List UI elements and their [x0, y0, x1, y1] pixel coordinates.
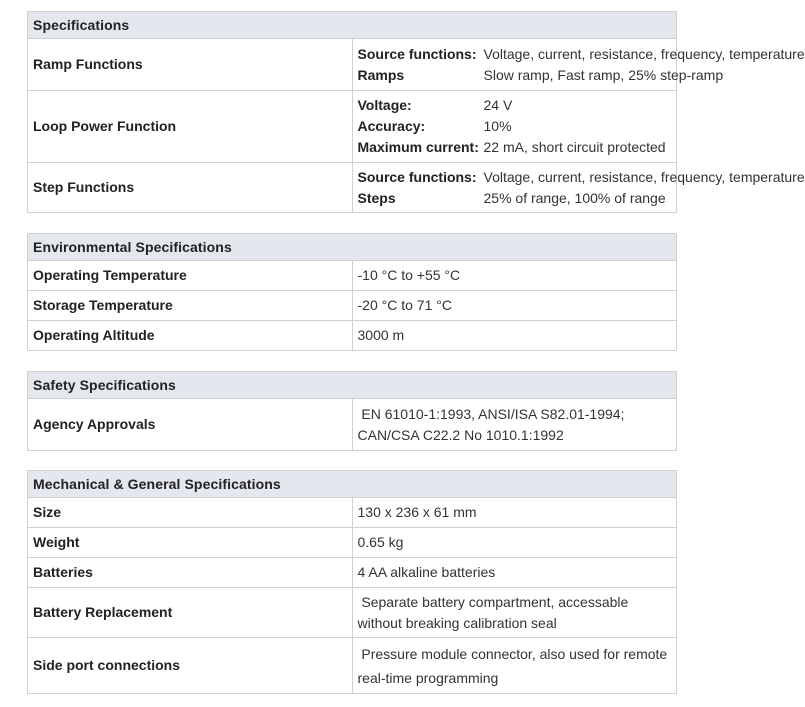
row-label: Storage Temperature — [28, 291, 353, 321]
row-value — [352, 163, 805, 213]
environmental-specifications-table — [27, 233, 677, 351]
row-value: Separate battery compartment, accessable without breaking calibration seal — [352, 588, 677, 638]
table-row — [28, 39, 677, 91]
table-row — [28, 638, 677, 694]
row-label: Battery Replacement — [28, 588, 353, 638]
safety-specifications-table — [27, 371, 677, 451]
row-label: Batteries — [28, 558, 353, 588]
row-value: 3000 m — [352, 321, 677, 351]
pair-value: 10% — [483, 118, 512, 134]
row-value: -20 °C to 71 °C — [352, 291, 677, 321]
section-title: Safety Specifications — [28, 372, 677, 399]
table-row — [28, 261, 677, 291]
specifications-table — [27, 11, 805, 213]
row-value — [352, 91, 677, 163]
row-label: Operating Altitude — [28, 321, 353, 351]
table-row — [28, 321, 677, 351]
row-value — [352, 39, 805, 91]
table-row — [28, 558, 677, 588]
row-label: Step Functions — [28, 163, 353, 213]
section-title: Environmental Specifications — [28, 234, 677, 261]
row-value: 4 AA alkaline batteries — [352, 558, 677, 588]
pair-value: Slow ramp, Fast ramp, 25% step-ramp — [483, 66, 724, 83]
pair-key: Steps — [357, 189, 396, 206]
table-row — [28, 91, 677, 163]
pair-key: Ramps — [357, 66, 405, 83]
row-value: Pressure module connector, also used for remote real-time programming — [352, 638, 677, 694]
table-row — [28, 163, 677, 213]
row-value: 0.65 kg — [352, 528, 677, 558]
pair-value: Voltage, current, resistance, frequency, temperature — [483, 45, 805, 62]
table-row — [28, 588, 677, 638]
table-row — [28, 291, 677, 321]
row-value: -10 °C to +55 °C — [352, 261, 677, 291]
pair-key: Accuracy: — [357, 118, 426, 134]
row-label: Ramp Functions — [28, 39, 353, 91]
row-label: Operating Temperature — [28, 261, 353, 291]
row-label: Size — [28, 498, 353, 528]
pair-value: 22 mA, short circuit protected — [483, 139, 666, 155]
pair-key: Maximum current: — [357, 139, 479, 155]
row-label: Agency Approvals — [28, 399, 353, 451]
mechanical-general-specifications-table — [27, 470, 677, 694]
pair-value: 24 V — [483, 97, 513, 113]
section-title: Mechanical & General Specifications — [28, 471, 677, 498]
table-row — [28, 399, 677, 451]
section-title: Specifications — [28, 12, 677, 39]
row-label: Weight — [28, 528, 353, 558]
table-row — [28, 498, 677, 528]
row-label: Side port connections — [28, 638, 353, 694]
pair-value: 25% of range, 100% of range — [483, 189, 666, 206]
pair-key: Source functions: — [357, 45, 477, 62]
row-value: 130 x 236 x 61 mm — [352, 498, 677, 528]
row-label: Loop Power Function — [28, 91, 353, 163]
pair-value: Voltage, current, resistance, frequency, temperature — [483, 168, 805, 185]
table-row — [28, 528, 677, 558]
pair-key: Voltage: — [357, 97, 412, 113]
pair-key: Source functions: — [357, 168, 477, 185]
row-value: EN 61010-1:1993, ANSI/ISA S82.01-1994; CAN/CSA C22.2 No 1010.1:1992 — [352, 399, 677, 451]
